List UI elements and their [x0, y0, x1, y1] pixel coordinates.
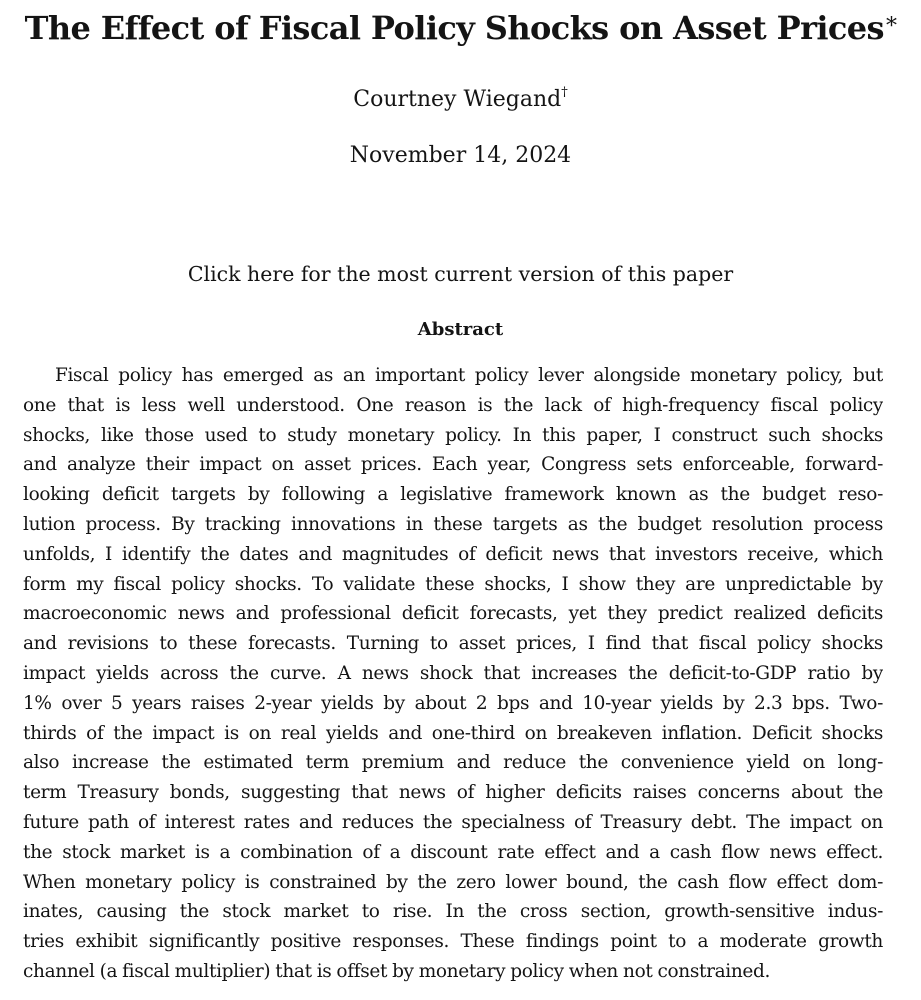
- author-footnote-marker: †: [561, 85, 568, 100]
- author-name: [0, 84, 921, 119]
- abstract-line: channel (a fiscal multiplier) that is offset by monetary policy when not constrained.: [23, 960, 771, 982]
- abstract-line: the stock market is a combination of a discount rate effect and a cash flow news effect.: [23, 841, 883, 863]
- abstract-line: lution process. By tracking innovations in these targets as the budget resolution process: [23, 513, 883, 535]
- abstract-line: term Treasury bonds, suggesting that news of higher deficits raises concerns about the: [23, 782, 883, 804]
- abstract-line: 1% over 5 years raises 2-year yields by about 2 bps and 10-year yields by 2.3 bps. Two-: [23, 692, 883, 714]
- abstract-line: When monetary policy is constrained by the zero lower bound, the cash flow effect dom-: [23, 871, 883, 893]
- abstract-line: tries exhibit significantly positive responses. These findings point to a moderate growth: [23, 931, 883, 953]
- abstract-line: one that is less well understood. One reason is the lack of high-frequency fiscal policy: [23, 394, 883, 416]
- abstract-body: [23, 361, 883, 987]
- abstract-line: Fiscal policy has emerged as an important policy lever alongside monetary policy, but: [55, 365, 883, 386]
- abstract-line: shocks, like those used to study monetary policy. In this paper, I construct such shocks: [23, 424, 883, 446]
- abstract-line: also increase the estimated term premium and reduce the convenience yield on long-: [23, 752, 883, 774]
- abstract-line: looking deficit targets by following a legislative framework known as the budget reso-: [23, 484, 883, 506]
- author-name-text: Courtney Wiegand: [353, 87, 562, 112]
- paper-title-text: The Effect of Fiscal Policy Shocks on Asset Prices: [24, 9, 884, 47]
- abstract-line: future path of interest rates and reduces the specialness of Treasury debt. The impact on: [23, 811, 883, 833]
- paper-title: [0, 6, 921, 55]
- abstract-line: and revisions to these forecasts. Turning to asset prices, I find that fiscal policy shocks: [23, 633, 883, 655]
- abstract-heading: Abstract: [417, 319, 504, 340]
- abstract-line: inates, causing the stock market to rise. In the cross section, growth-sensitive indus-: [23, 901, 883, 923]
- title-footnote-marker: *: [885, 14, 897, 39]
- abstract-line: form my fiscal policy shocks. To validate these shocks, I show they are unpredictable by: [23, 573, 883, 595]
- abstract-line: impact yields across the curve. A news shock that increases the deficit-to-GDP ratio by: [23, 662, 883, 684]
- abstract-line: unfolds, I identify the dates and magnitudes of deficit news that investors receive, which: [23, 543, 883, 565]
- current-version-link[interactable]: Click here for the most current version of this paper: [187, 262, 734, 286]
- abstract-line: and analyze their impact on asset prices. Each year, Congress sets enforceable, forward-: [23, 454, 883, 476]
- paper-date: November 14, 2024: [349, 143, 572, 168]
- abstract-line: macroeconomic news and professional deficit forecasts, yet they predict realized deficits: [23, 603, 883, 625]
- abstract-line: thirds of the impact is on real yields and one-third on breakeven inflation. Deficit shocks: [23, 722, 883, 744]
